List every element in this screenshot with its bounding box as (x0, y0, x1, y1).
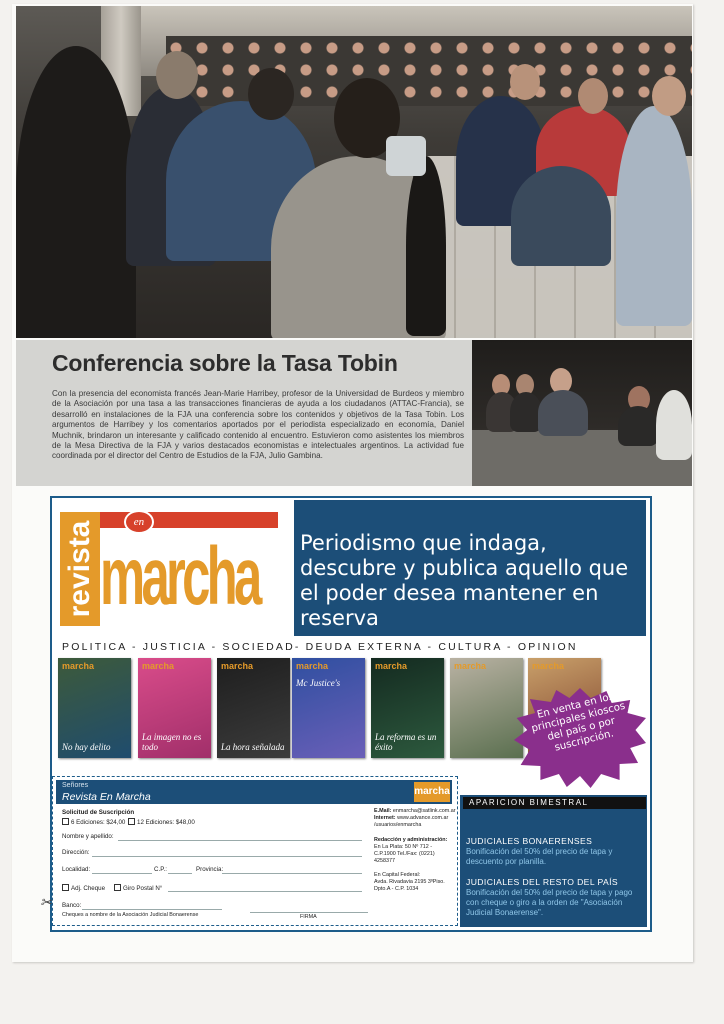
checkbox-adj-cheque[interactable] (62, 884, 69, 891)
provincia-label: Provincia: (196, 866, 224, 873)
masthead-revista: revista (60, 512, 100, 626)
capital-label: En Capital Federal: (374, 872, 421, 878)
aparicion-bimestral: APARICION BIMESTRAL (463, 797, 646, 809)
nombre-field[interactable] (118, 840, 362, 841)
solicitud-label: Solicitud de Suscripción (62, 809, 135, 816)
cp-field[interactable] (168, 873, 192, 874)
magazine-cover: marcha La hora señalada (217, 658, 290, 758)
panel-photo (472, 340, 692, 486)
banco-field[interactable] (82, 909, 222, 910)
masthead-en: en (124, 510, 154, 534)
adj-cheque-option[interactable]: Adj. Cheque (62, 884, 105, 892)
cp-label: C.P.: (154, 866, 167, 873)
redaccion-label: Redacción y administración: (374, 837, 448, 843)
topics-line: POLITICA - JUSTICIA - SOCIEDAD- DEUDA EXTERNA - CULTURA - OPINION (62, 641, 578, 653)
capital-address: Avda. Rivadavia 2195 3ºPiso. Dpto.A - C.P. 1034 (374, 879, 445, 893)
firma-line[interactable] (250, 912, 368, 913)
nombre-label: Nombre y apellido: (62, 833, 114, 840)
magazine-cover: marcha La reforma es un éxito (371, 658, 444, 758)
bonaerenses-text: Bonificación del 50% del precio de tapa y descuento por planilla. (466, 847, 613, 866)
form-logo: marcha (414, 782, 450, 802)
form-senores: Señores (62, 782, 89, 789)
magazine-cover: marcha No hay delito (58, 658, 131, 758)
direccion-label: Dirección: (62, 849, 90, 856)
masthead-marcha: marcha (100, 531, 259, 622)
option-6-ediciones[interactable]: 6 Ediciones: $24,00 (62, 818, 125, 826)
magazine-cover: marcha (450, 658, 523, 758)
sale-burst-text: En venta en los principales kioscos del país o por suscripción. (530, 691, 627, 754)
bonaerenses-heading: JUDICIALES BONAERENSES (466, 836, 593, 846)
banco-label: Banco: (62, 902, 82, 909)
checkbox-6-ediciones[interactable] (62, 818, 69, 825)
localidad-label: Localidad: (62, 866, 91, 873)
scissors-icon: ✂ (40, 896, 52, 911)
cheques-note: Cheques a nombre de la Asociación Judicial Bonaerense (62, 912, 199, 918)
checkbox-12-ediciones[interactable] (128, 818, 135, 825)
slogan: Periodismo que indaga, descubre y publica aquello que el poder desea mantener en reserva (300, 531, 629, 630)
giro-postal-option[interactable]: Giro Postal N° (114, 884, 162, 892)
form-title: Revista En Marcha (62, 791, 151, 803)
provincia-field[interactable] (222, 873, 362, 874)
resto-pais-text: Bonificación del 50% del precio de tapa y pago con cheque o giro a la orden de "Asociación Judicial Bonaerense". (466, 888, 633, 917)
contact-email: E.Mail: enmarcha@satlink.com.ar (374, 808, 456, 814)
redaccion-address: En La Plata: 50 Nº 712 - C.P.1900 Tel./Fax: (0221) 4258377 (374, 844, 435, 865)
resto-pais-heading: JUDICIALES DEL RESTO DEL PAÍS (466, 877, 619, 887)
firma-label: FIRMA (300, 914, 317, 920)
option-12-ediciones[interactable]: 12 Ediciones: $48,00 (128, 818, 195, 826)
article-title: Conferencia sobre la Tasa Tobin (52, 350, 398, 376)
direccion-field[interactable] (92, 856, 362, 857)
magazine-cover: marcha La imagen no es todo (138, 658, 211, 758)
giro-postal-field[interactable] (168, 891, 362, 892)
conference-photo (16, 6, 692, 338)
article-body: Con la presencia del economista francés Jean-Marie Harribey, profesor de la Universidad de Burdeos y miembro de la Asociación por una tasa a las transacciones financieras de ayuda a los ciudadanos (ATTAC-Francia), se desarrolló en instalaciones de la FJA una conferencia sobre los contenidos y objetivos de la Tasa Tobin. Los argumentos de Harribey y los comentarios aportados por el periodista especializado en economía, Daniel Muchnik, brindaron un interesante y calificado contenido al encuentro. Estuvieron como asistentes los miembros de la Mesa Directiva de la FJA y varios destacados economistas e intelectuales argentinos. La actividad fue coordinada por el director del Centro de Estudios de la FJA, Julio Gambina. (52, 389, 464, 461)
magazine-cover: marcha (528, 658, 601, 758)
checkbox-giro-postal[interactable] (114, 884, 121, 891)
magazine-cover: marcha Mc Justice's (292, 658, 365, 758)
contact-internet: Internet: www.advance.com.ar /usuarios/enmarcha (374, 815, 449, 829)
localidad-field[interactable] (92, 873, 152, 874)
